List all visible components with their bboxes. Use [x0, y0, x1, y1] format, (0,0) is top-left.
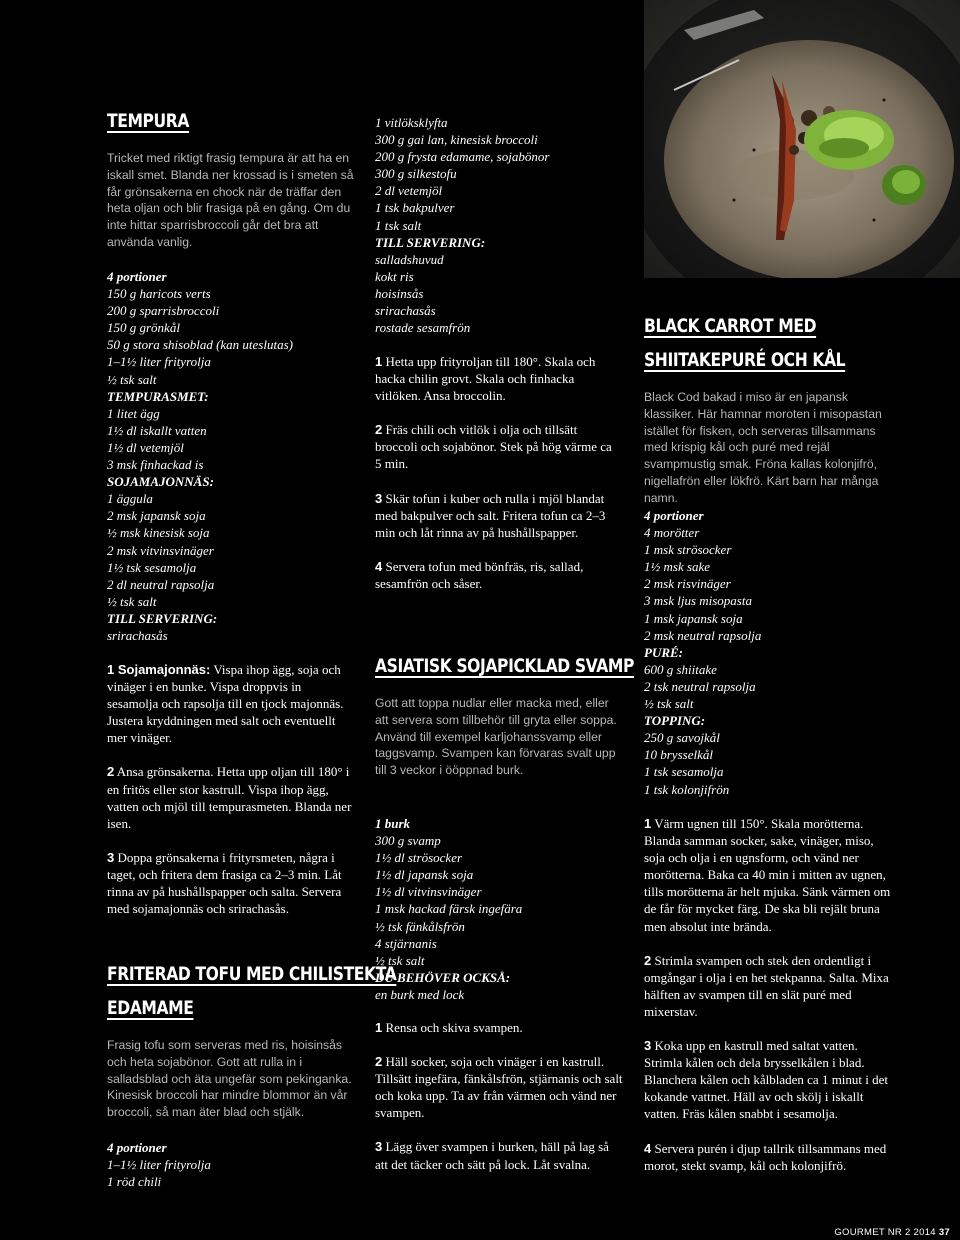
- ingredient: 1½ dl vitvinsvinäger: [375, 884, 482, 900]
- ingredient: ½ tsk salt: [107, 593, 157, 609]
- tempura-ingredients: [107, 268, 357, 644]
- recipe-step: [644, 815, 892, 935]
- step-number: 3: [375, 1139, 383, 1155]
- step-text: Doppa grönsakerna i frityrsmeten, några i taget, och fritera dem frasiga ca 2–3 min. Låt rinna av på hushållspapper och salta. Servera med sojamajonnäs och srirachasås.: [107, 849, 342, 917]
- ingredient-heading: DU BEHÖVER OCKSÅ:: [375, 969, 511, 985]
- ingredient: 300 g svamp: [375, 833, 441, 849]
- step-number: 1 Sojamajonnäs:: [107, 662, 211, 677]
- ingredient: 1½ dl iskallt vatten: [107, 422, 207, 438]
- ingredient: 2 tsk neutral rapsolja: [644, 678, 756, 694]
- step-number: 3: [375, 490, 383, 506]
- step-text: Servera tofun med bönfräs, ris, sallad, sesamfrön och såser.: [375, 558, 584, 591]
- tempura-title: TEMPURA: [107, 110, 190, 132]
- tofu-steps: [375, 353, 621, 609]
- ingredient: en burk med lock: [375, 986, 465, 1002]
- ingredient: kokt ris: [375, 268, 414, 284]
- ingredient: 2 msk japansk soja: [107, 508, 206, 524]
- recipe-step: [375, 1053, 623, 1121]
- ingredient: 50 g stora shisoblad (kan uteslutas): [107, 337, 293, 353]
- step-text: Hetta upp frityroljan till 180°. Skala och hacka chilin grovt. Skala och finhacka vitlöken. Ansa broccolin.: [375, 354, 596, 404]
- recipe-step: [375, 1019, 623, 1036]
- ingredient: 4 stjärnanis: [375, 935, 437, 951]
- carrot-steps: [644, 815, 892, 1191]
- ingredient: 150 g grönkål: [107, 320, 180, 336]
- tempura-steps: [107, 661, 355, 934]
- recipe-step: [375, 490, 621, 541]
- step-text: Rensa och skiva svampen.: [382, 1020, 523, 1035]
- ingredient: 300 g gai lan, kinesisk broccoli: [375, 132, 538, 148]
- step-text: Ansa grönsakerna. Hetta upp oljan till 180° i en fritös eller stor kastrull. Vispa ihop ägg, vatten och mjöl till tempurasmeten. Blanda ner isen.: [107, 764, 352, 831]
- servings: 4 portioner: [107, 1140, 167, 1155]
- step-text: Lägg över svampen i burken, häll på lag så att det täcker och sätt på lock. Låt svalna.: [375, 1139, 609, 1172]
- ingredient: 3 msk ljus misopasta: [644, 593, 752, 609]
- ingredient: 1 äggula: [107, 491, 153, 507]
- ingredient: ½ tsk salt: [375, 952, 425, 968]
- svamp-steps: [375, 1019, 623, 1190]
- ingredient: 1½ msk sake: [644, 559, 711, 575]
- svamp-ingredients: [375, 815, 625, 1003]
- servings: 1 burk: [375, 816, 411, 831]
- recipe-step: [644, 952, 892, 1020]
- tofu-ingredients-a: [107, 1139, 357, 1190]
- servings: 4 portioner: [644, 508, 704, 523]
- ingredient: ½ tsk fänkålsfrön: [375, 918, 465, 934]
- ingredient: 1 msk strösocker: [644, 542, 732, 558]
- ingredient: 2 dl neutral rapsolja: [107, 576, 215, 592]
- ingredient-heading: TILL SERVERING:: [107, 610, 218, 626]
- ingredient-heading: TOPPING:: [644, 713, 706, 729]
- ingredient: 250 g savojkål: [644, 730, 720, 746]
- ingredient: 1 tsk kolonjifrön: [644, 781, 730, 797]
- ingredient-heading: PURÉ:: [644, 644, 683, 660]
- tofu-intro: Frasig tofu som serveras med ris, hoisinsås och heta sojabönor. Gott att rulla in i salladsblad och äta ungefär som pekinganka. Kinesisk broccoli har mindre blommor än vår broccoli, så man äter blad och stjälk.: [107, 1038, 352, 1120]
- ingredient: salladshuvud: [375, 251, 444, 267]
- ingredient-heading: TILL SERVERING:: [375, 234, 486, 250]
- ingredient: 1 litet ägg: [107, 405, 160, 421]
- ingredient: 1 röd chili: [107, 1174, 162, 1190]
- step-number: 2: [644, 952, 652, 968]
- ingredient: srirachasås: [375, 303, 436, 319]
- ingredient: ½ tsk salt: [644, 696, 694, 712]
- recipe-step: [375, 353, 621, 404]
- step-text: Häll socker, soja och vinäger i en kastrull. Tillsätt ingefära, fänkålsfrön, stjärnanis och salt och koka upp. Ta av från värmen och vänd ner svampen.: [375, 1054, 623, 1121]
- ingredient: 2 msk vitvinsvinäger: [107, 542, 214, 558]
- dish-photo: [644, 0, 960, 278]
- svamp-title: ASIATISK SOJAPICKLAD SVAMP: [375, 655, 635, 677]
- servings: 4 portioner: [107, 269, 167, 284]
- step-number: 1: [644, 816, 652, 831]
- page-number: 37: [938, 1227, 950, 1238]
- ingredient: ½ tsk salt: [107, 371, 157, 387]
- ingredient: 3 msk finhackad is: [107, 457, 204, 473]
- recipe-step: [107, 849, 355, 917]
- step-text: Koka upp en kastrull med saltat vatten. Strimla kålen och dela brysselkålen i blad. Blanchera kålen och kålbladen ca 1 minut i det kokande vattnet. Häll av och skölj i iskallt vatten. Fräs kålen snabbt i sesamolja.: [644, 1038, 889, 1122]
- ingredient: 1–1½ liter frityrolja: [107, 1157, 211, 1173]
- magazine-issue: GOURMET NR 2 2014: [834, 1227, 936, 1238]
- carrot-ingredients: [644, 507, 894, 798]
- ingredient: srirachasås: [107, 627, 168, 643]
- ingredient: 200 g frysta edamame, sojabönor: [375, 149, 550, 165]
- carrot-intro: Black Cod bakad i miso är en japansk klassiker. Här hamnar moroten i misopastan istället för fisken, och serveras tillsammans med krispig kål och puré med rejäl svampmustig smak. Fröna kallas kolonjifrö, nigellafrön eller lökfrö. Kärt barn har många namn.: [644, 390, 882, 505]
- ingredient: 10 brysselkål: [644, 747, 713, 763]
- ingredient: 1½ tsk sesamolja: [107, 559, 197, 575]
- tempura-intro: Tricket med riktigt frasig tempura är att ha en iskall smet. Blanda ner krossad is i smeten så får grönsakerna en chock när de träffar den heta oljan och blir frasiga på en gång. Om du inte hittar sparrisbroccoli går det bra att använda vanlig.: [107, 151, 354, 249]
- page-footer: [834, 1227, 950, 1238]
- recipe-step: [644, 1037, 892, 1122]
- ingredient: 1½ dl strösocker: [375, 850, 463, 866]
- recipe-step: [107, 661, 355, 746]
- dish-photo-art: [644, 0, 960, 278]
- ingredient: 1½ dl japansk soja: [375, 867, 474, 883]
- step-number: 2: [375, 422, 383, 438]
- recipe-step: [375, 558, 621, 592]
- step-text: Servera purén i djup tallrik tillsammans med morot, stekt svamp, kål och kolonjifrö.: [644, 1140, 887, 1173]
- step-text: Vispa ihop ägg, soja och vinäger i en bunke. Vispa droppvis in sesamolja och rapsolja till en tjock majonnäs. Justera kryddningen med salt och eventuellt mer vinäger.: [107, 662, 344, 746]
- tofu-ingredients-b: [375, 114, 625, 336]
- ingredient: 2 msk risvinäger: [644, 576, 731, 592]
- ingredient: 150 g haricots verts: [107, 286, 211, 302]
- ingredient-heading: SOJAMAJONNÄS:: [107, 474, 214, 490]
- ingredient: 1 tsk sesamolja: [644, 764, 724, 780]
- step-number: 2: [375, 1054, 383, 1070]
- ingredient: 2 msk neutral rapsolja: [644, 627, 762, 643]
- ingredient: 1 msk japansk soja: [644, 610, 743, 626]
- recipe-step: [107, 763, 355, 831]
- step-number: 3: [107, 849, 115, 865]
- ingredient: 1 tsk bakpulver: [375, 200, 455, 216]
- ingredient: 2 dl vetemjöl: [375, 183, 443, 199]
- recipe-step: [644, 1140, 892, 1174]
- ingredient: 1 tsk salt: [375, 217, 422, 233]
- step-number: 1: [375, 354, 383, 369]
- recipe-step: [375, 1138, 623, 1172]
- step-number: 1: [375, 1020, 383, 1035]
- ingredient: 4 morötter: [644, 525, 700, 541]
- ingredient: 300 g silkestofu: [375, 166, 457, 182]
- step-number: 3: [644, 1038, 652, 1054]
- tofu-title: FRITERAD TOFU MED CHILISTEKTA EDAMAME: [107, 963, 397, 1019]
- ingredient: hoisinsås: [375, 285, 424, 301]
- ingredient: 600 g shiitake: [644, 661, 717, 677]
- step-number: 2: [107, 764, 115, 780]
- step-text: Strimla svampen och stek den ordentligt i omgångar i olja i en het stekpanna. Salta. Mixa hälften av svampen till en slät puré med mixerstav.: [644, 952, 889, 1019]
- ingredient: ½ msk kinesisk soja: [107, 525, 210, 541]
- step-number: 4: [375, 558, 383, 574]
- ingredient-heading: TEMPURASMET:: [107, 388, 209, 404]
- ingredient: 1½ dl vetemjöl: [107, 439, 184, 455]
- carrot-title: BLACK CARROT MED SHIITAKEPURÉ OCH KÅL: [644, 315, 846, 371]
- step-text: Skär tofun i kuber och rulla i mjöl blandat med bakpulver och salt. Fritera tofun ca 2–3 min och låt rinna av på hushållspapper.: [375, 490, 606, 540]
- ingredient: 1 vitlöksklyfta: [375, 115, 448, 130]
- ingredient: 1–1½ liter frityrolja: [107, 354, 211, 370]
- ingredient: 200 g sparrisbroccoli: [107, 303, 220, 319]
- svamp-intro: Gott att toppa nudlar eller macka med, eller att servera som tillbehör till gryta eller soppa. Använd till exempel karljohanssvamp eller taggsvamp. Svampen kan förvaras svalt upp till 3 veckor i ööppnad burk.: [375, 696, 617, 778]
- step-number: 4: [644, 1140, 652, 1156]
- recipe-step: [375, 421, 621, 472]
- ingredient: 1 msk hackad färsk ingefära: [375, 901, 523, 917]
- step-text: Fräs chili och vitlök i olja och tillsätt broccoli och sojabönor. Stek på hög värme ca 5 min.: [375, 422, 612, 472]
- ingredient: rostade sesamfrön: [375, 320, 471, 336]
- step-text: Värm ugnen till 150°. Skala morötterna. Blanda samman socker, sake, vinäger, miso, soja och olja i en ugnsform, och vänd ner morötterna. Baka ca 40 min i mitten av ugnen, tills morötterna är helt mjuka. Sänk värmen om de får för mycket färg. De ska bli rejält bruna men absolut inte brända.: [644, 816, 891, 934]
